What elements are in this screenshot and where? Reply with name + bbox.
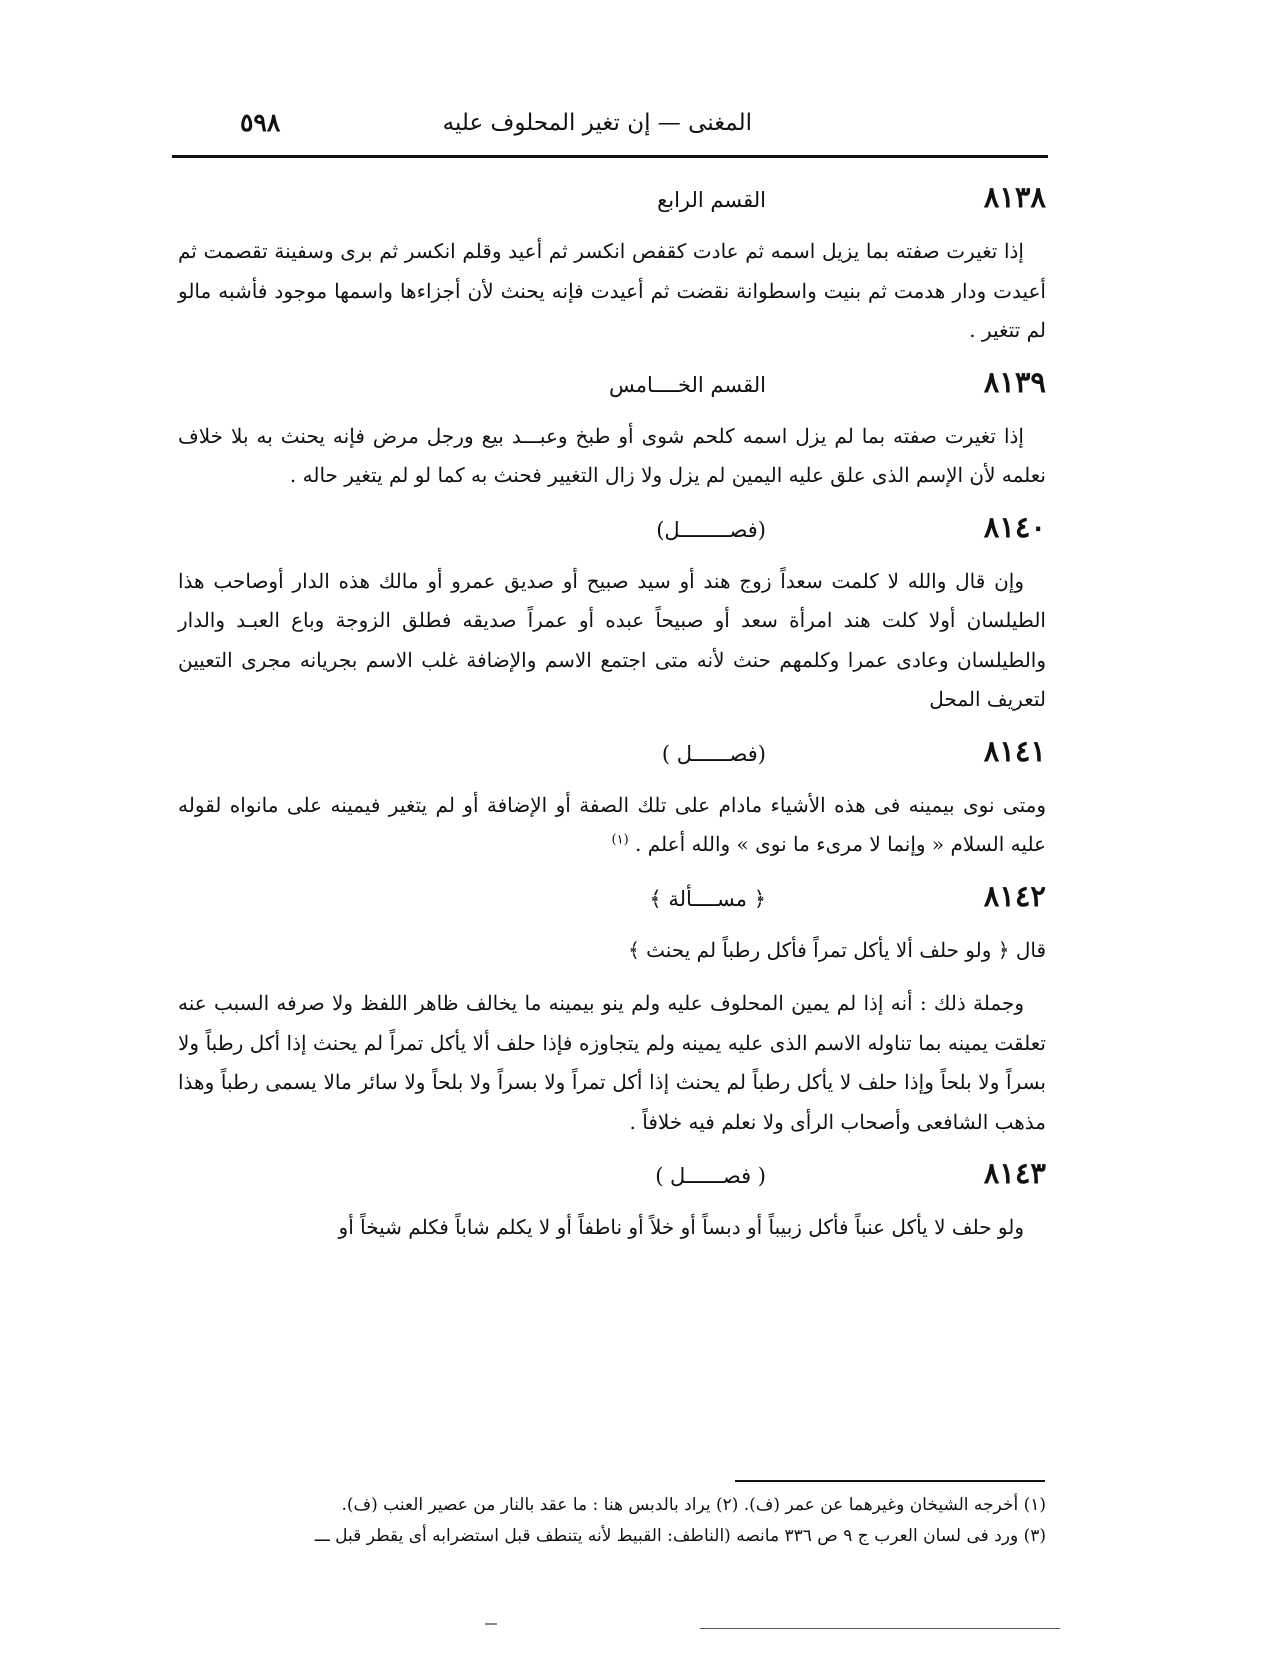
footnotes	[178, 1490, 1046, 1552]
footnote-rule	[735, 1480, 1045, 1482]
scan-mark	[485, 1623, 497, 1625]
paragraph: إذا تغيرت صفته بما لم يزل اسمه كلحم شوى أو طبخ وعبـــد بيع ورجل مرض فإنه يحنث به بلا خلاف نعلمه لأن الإسم الذى علق عليه اليمين لم يزل ولا زال التغيير فحنث به كما لو لم يتغير حاله .	[178, 423, 1046, 487]
section-title: (فصــــــل )	[661, 741, 766, 766]
paragraph: إذا تغيرت صفته بما يزيل اسمه ثم عادت كقفص انكسر ثم أعيد وقلم انكسر ثم برى وسفينة تقصمت ثم أعيدت ودار هدمت ثم بنيت واسطوانة نقضت ثم أعيدت فإنه يحنث لأن أجزاءها واسمها موجود فأشبه مالو لم تتغير .	[178, 239, 1046, 342]
page-number: ٥٩٨	[240, 108, 281, 137]
section-heading	[178, 510, 1046, 562]
footnote-line: (١) أخرجه الشيخان وغيرهما عن عمر (ف). (٢) يراد بالدبس هنا : ما عقد بالنار من عصير العنب (ف).	[341, 1495, 1046, 1515]
section-number: ٨١٤٣	[983, 1156, 1046, 1190]
page-header	[240, 108, 1037, 150]
section-number: ٨١٤٠	[983, 509, 1046, 544]
section-title: (فصــــــــل)	[656, 517, 766, 542]
section-title: القسم الخــــامس	[608, 372, 766, 397]
section-title: ﴿ مســــألة ﴾	[649, 886, 766, 911]
main-text	[178, 180, 1046, 1262]
bottom-rule	[700, 1628, 1060, 1629]
section-heading	[178, 879, 1046, 931]
paragraph: ولو حلف لا يأكل عنباً فأكل زبيباً أو دبساً أو خلاً أو ناطفاً أو لا يكلم شاباً فكلم شيخاً أو	[338, 1215, 1024, 1239]
section-number: ٨١٣٩	[983, 364, 1046, 399]
paragraph: وإن قال والله لا كلمت سعداً زوج هند أو سيد صبيح أو صديق عمرو أو مالك هذه الدار أوصاحب هذا الطيلسان أولا كلت هند امرأة سعد أو صبيحاً عبده أو عمراً صديقه فطلق الزوجة وباع العبـد والدار والطيلسان وعادى عمرا وكلمهم حنث لأنه متى اجتمع الاسم والإضافة غلب الاسم بجريانه مجرى التعيين لتعريف المحل	[178, 568, 1046, 711]
section-number: ٨١٤٢	[983, 878, 1046, 913]
section-title: ( فصــــــل )	[655, 1164, 766, 1188]
paragraph	[178, 786, 1046, 865]
section-heading	[178, 1156, 1046, 1208]
paragraph-text: ومتى نوى بيمينه فى هذه الأشياء مادام على تلك الصفة أو الإضافة أو لم يتغير فيمينه على مانواه لقوله عليه السلام « وإنما لا مرىء ما نوى » والله أعلم .	[178, 792, 1046, 856]
paragraph: وجملة ذلك : أنه إذا لم يمين المحلوف عليه ولم ينو بيمينه ما يخالف ظاهر اللفظ ولا صرفه السبب عنه تعلقت يمينه بما تناوله الاسم الذى عليه يمينه ولم يتجاوزه فإذا حلف ألا يأكل تمراً لم يحنث إذا أكل رطباً ولا بسراً ولا بلحاً وإذا حلف لا يأكل رطباً لم يحنث إذا أكل تمراً ولا بسراً ولا بلحاً ولا سائر مالا يسمى رطباً وهذا مذهب الشافعى وأصحاب الرأى ولا نعلم فيه خلافاً .	[178, 991, 1046, 1134]
section-title: القسم الرابع	[657, 188, 766, 212]
quoted-statement: قال ﴿ ولو حلف ألا يأكل تمراً فأكل رطباً لم يحنث ﴾	[628, 937, 1046, 962]
section-heading	[178, 734, 1046, 786]
section-heading	[178, 180, 1046, 232]
footnote-line: (٣) ورد فى لسان العرب ج ٩ ص ٣٣٦ مانصه (الناطف: القبيط لأنه يتنطف قبل استضرابه أى يقطر قبل ـــ	[314, 1526, 1046, 1546]
header-rule	[172, 155, 1048, 158]
footnote-reference: (١)	[611, 832, 629, 848]
section-number: ٨١٤١	[983, 733, 1046, 768]
section-heading	[178, 365, 1046, 417]
running-title: المغنى — إن تغير المحلوف عليه	[442, 110, 752, 136]
section-number: ٨١٣٨	[983, 180, 1046, 214]
